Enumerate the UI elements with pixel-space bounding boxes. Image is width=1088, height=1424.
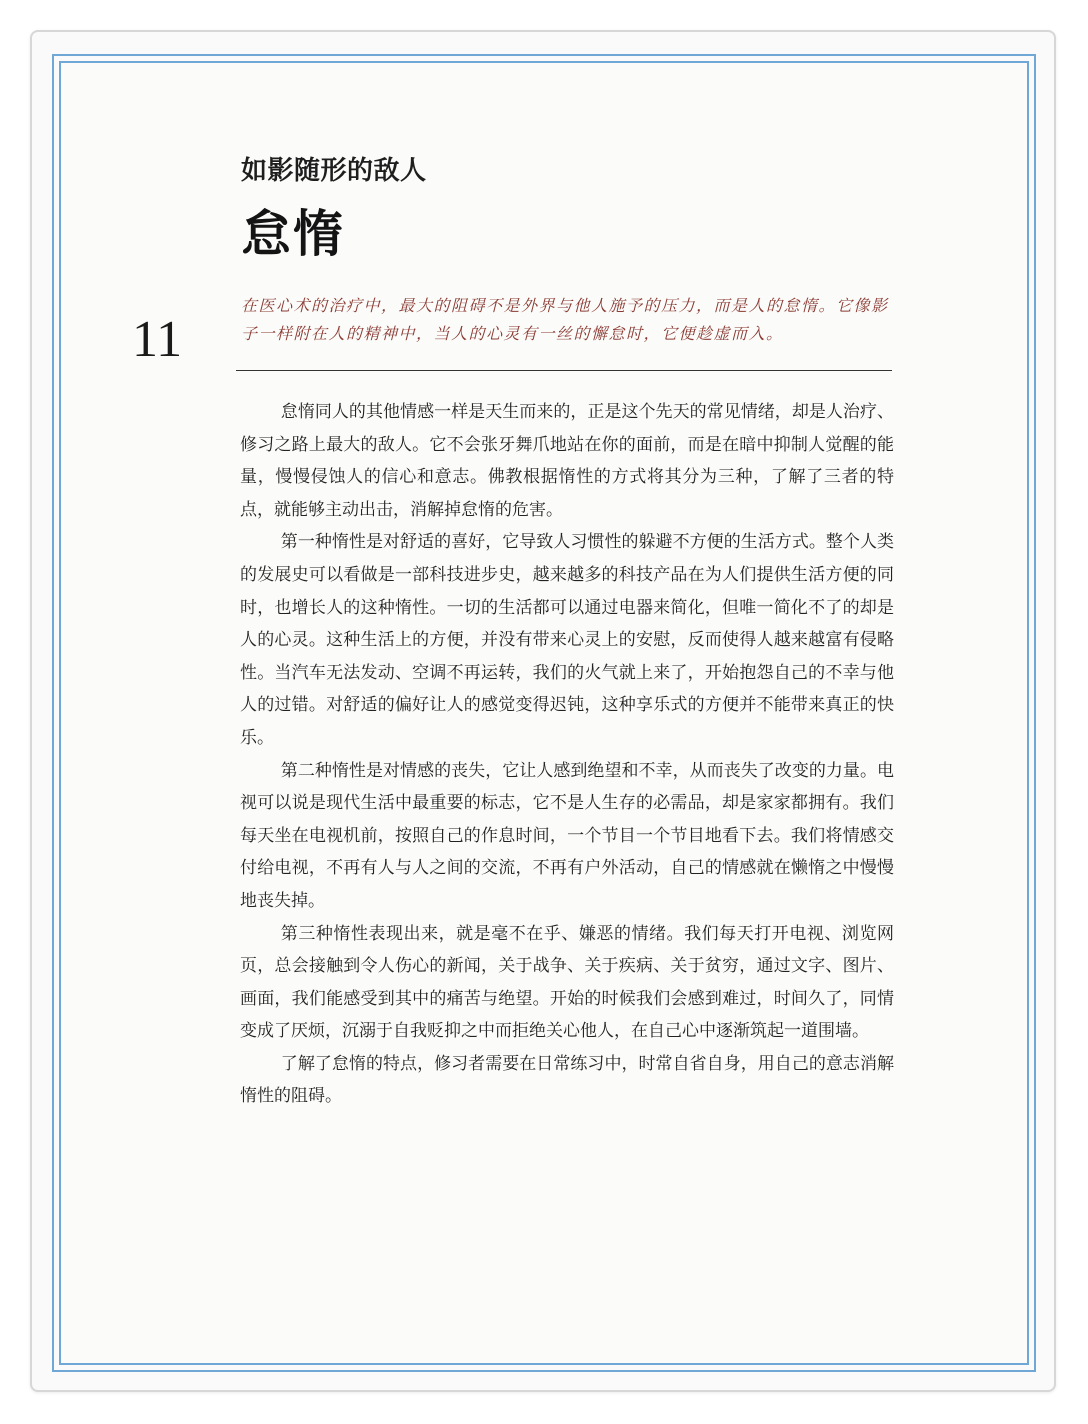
body-paragraph: 第二种惰性是对情感的丧失，它让人感到绝望和不幸，从而丧失了改变的力量。电视可以说是现代生活中最重要的标志，它不是人生存的必需品，却是家家都拥有。我们每天坐在电视机前，按照自己的作息时间，一个节目一个节目地看下去。我们将情感交付给电视，不再有人与人之间的交流，不再有户外活动，自己的情感就在懒惰之中慢慢地丧失掉。	[240, 760, 894, 911]
divider-rule	[236, 370, 892, 371]
body-text	[240, 396, 894, 1113]
chapter-title: 怠惰	[241, 205, 345, 263]
body-paragraph: 了解了怠惰的特点，修习者需要在日常练习中，时常自省自身，用自己的意志消解惰性的阻碍。	[240, 1053, 894, 1107]
chapter-subtitle: 如影随形的敌人	[241, 156, 427, 186]
body-paragraph: 第三种惰性表现出来，就是毫不在乎、嫌恶的情绪。我们每天打开电视、浏览网页，总会接触到令人伤心的新闻，关于战争、关于疾病、关于贫穷，通过文字、图片、画面，我们能感受到其中的痛苦与绝望。开始的时候我们会感到难过，时间久了，同情变成了厌烦，沉溺于自我贬抑之中而拒绝关心他人，在自己心中逐渐筑起一道围墙。	[240, 923, 894, 1042]
chapter-number: 11	[132, 311, 183, 368]
body-paragraph: 第一种惰性是对舒适的喜好，它导致人习惯性的躲避不方便的生活方式。整个人类的发展史可以看做是一部科技进步史，越来越多的科技产品在为人们提供生活方便的同时，也增长人的这种惰性。一切的生活都可以通过电器来简化，但唯一简化不了的却是人的心灵。这种生活上的方便，并没有带来心灵上的安慰，反而使得人越来越富有侵略性。当汽车无法发动、空调不再运转，我们的火气就上来了，开始抱怨自己的不幸与他人的过错。对舒适的偏好让人的感觉变得迟钝，这种享乐式的方便并不能带来真正的快乐。	[240, 532, 894, 748]
chapter-intro: 在医心术的治疗中，最大的阻碍不是外界与他人施予的压力，而是人的怠惰。它像影子一样附在人的精神中，当人的心灵有一丝的懈怠时，它便趁虚而入。	[241, 296, 889, 343]
body-paragraph: 怠惰同人的其他情感一样是天生而来的，正是这个先天的常见情绪，却是人治疗、修习之路上最大的敌人。它不会张牙舞爪地站在你的面前，而是在暗中抑制人觉醒的能量，慢慢侵蚀人的信心和意志。佛教根据惰性的方式将其分为三种，了解了三者的特点，就能够主动出击，消解掉怠惰的危害。	[240, 402, 894, 520]
